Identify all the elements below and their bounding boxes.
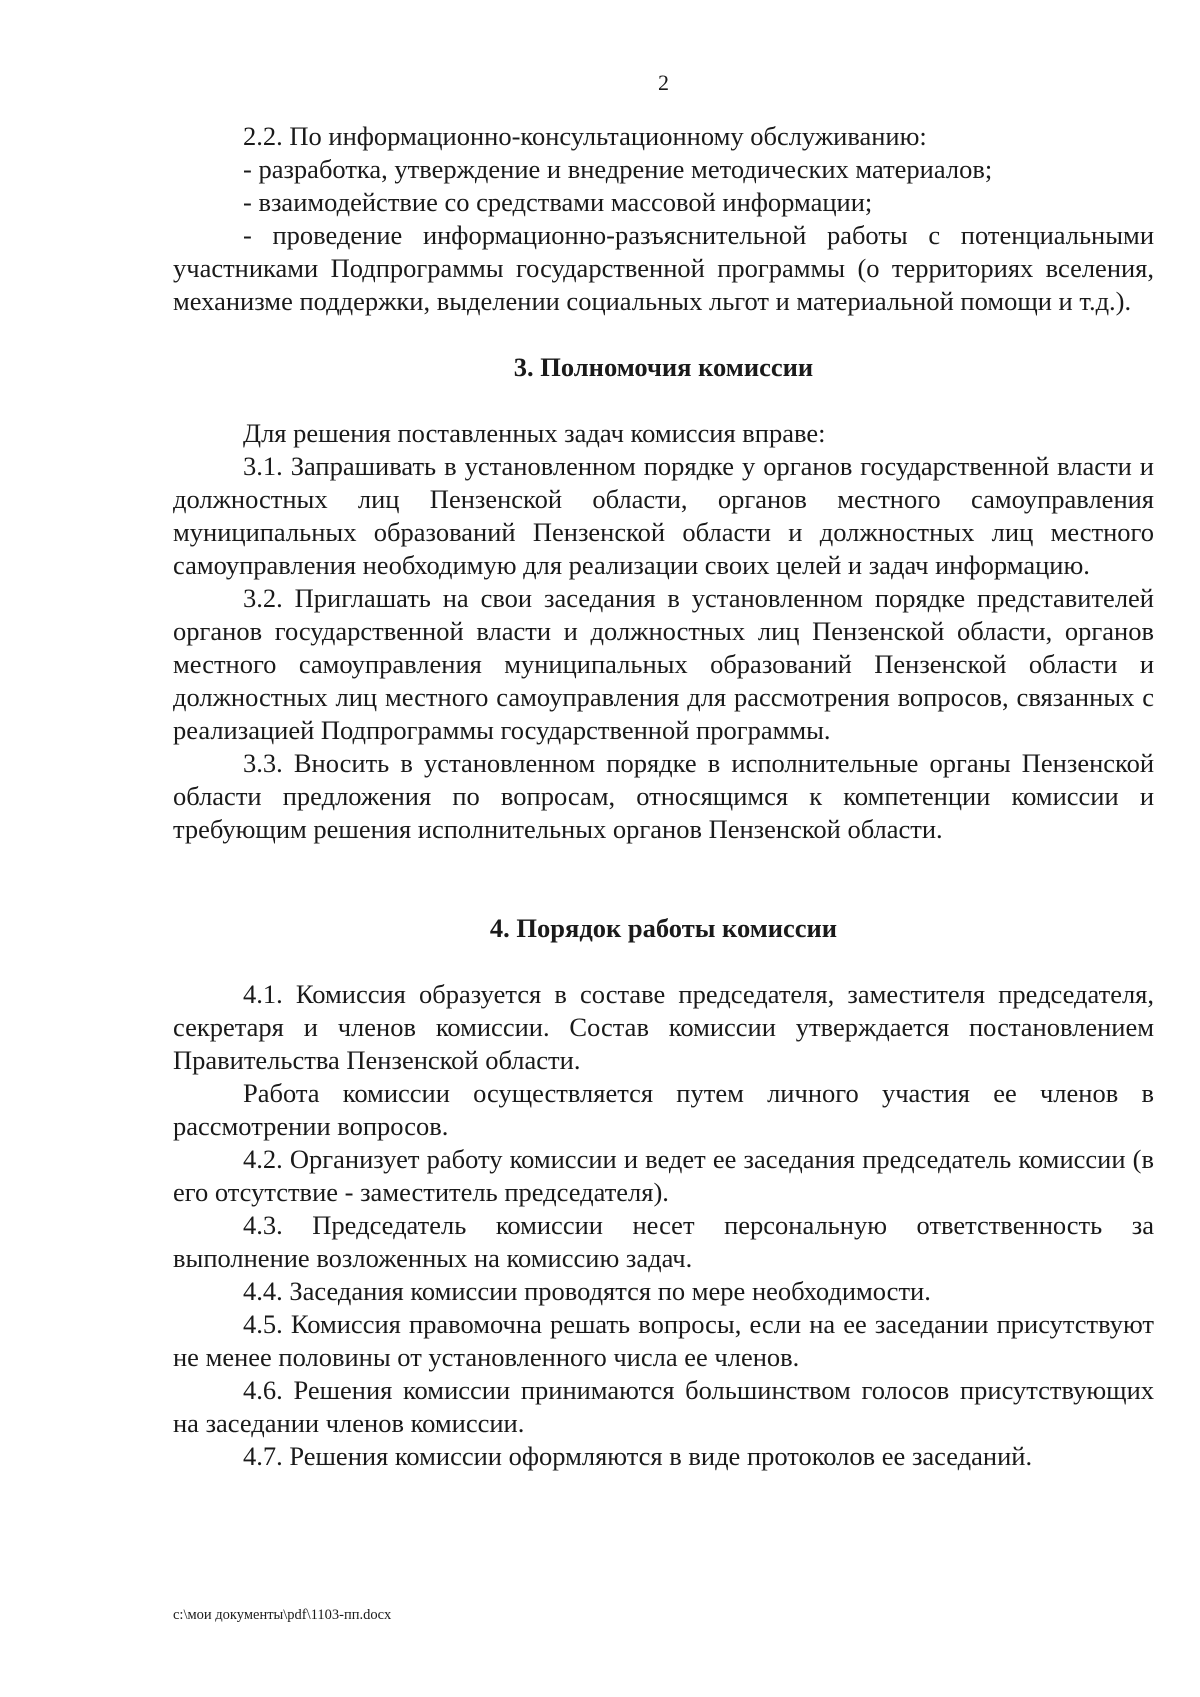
paragraph-3-3: 3.3. Вносить в установленном порядке в исполнительные органы Пензенской области предложения по вопросам, относящимся к компетенции комиссии и требующим решения исполнительных органов Пензенской области. bbox=[173, 748, 1154, 844]
section-3-heading: 3. Полномочия комиссии bbox=[513, 352, 814, 382]
spacer bbox=[173, 945, 1154, 978]
paragraph-4-2: 4.2. Организует работу комиссии и ведет ее заседания председатель комиссии (в его отсутствие - заместитель председателя). bbox=[173, 1144, 1154, 1207]
paragraph-4-7: 4.7. Решения комиссии оформляются в виде протоколов ее заседаний. bbox=[243, 1441, 1033, 1471]
paragraph-4-4: 4.4. Заседания комиссии проводятся по мере необходимости. bbox=[243, 1276, 931, 1306]
paragraph-4-1-cont: Работа комиссии осуществляется путем личного участия ее членов в рассмотрении вопросов. bbox=[173, 1078, 1154, 1141]
list-item: - взаимодействие со средствами массовой информации; bbox=[243, 187, 873, 217]
document-body bbox=[173, 120, 1154, 1473]
spacer bbox=[173, 846, 1154, 912]
spacer bbox=[173, 384, 1154, 417]
page-number: 2 bbox=[658, 70, 669, 95]
list-item: - разработка, утверждение и внедрение методических материалов; bbox=[243, 154, 993, 184]
paragraph-4-5: 4.5. Комиссия правомочна решать вопросы, если на ее заседании присутствуют не менее половины от установленного числа ее членов. bbox=[173, 1309, 1154, 1372]
paragraph-2-2: 2.2. По информационно-консультационному обслуживанию: bbox=[243, 121, 927, 151]
section-4-heading: 4. Порядок работы комиссии bbox=[489, 913, 838, 943]
paragraph-3-1: 3.1. Запрашивать в установленном порядке у органов государственной власти и должностных лиц Пензенской области, органов местного самоуправления муниципальных образований Пензенской области и должностных лиц местного самоуправления необходимую для реализации своих целей и задач информацию. bbox=[173, 451, 1154, 580]
list-item: - проведение информационно-разъяснительной работы с потенциальными участниками Подпрограммы государственной программы (о территориях вселения, механизме поддержки, выделении социальных льгот и материальной помощи и т.д.). bbox=[173, 220, 1154, 316]
paragraph-3-2: 3.2. Приглашать на свои заседания в установленном порядке представителей органов государственной власти и должностных лиц Пензенской области, органов местного самоуправления муниципальных образований Пензенской области и должностных лиц местного самоуправления для рассмотрения вопросов, связанных с реализацией Подпрограммы государственной программы. bbox=[173, 583, 1154, 745]
paragraph-4-1: 4.1. Комиссия образуется в составе председателя, заместителя председателя, секретаря и членов комиссии. Состав комиссии утверждается постановлением Правительства Пензенской области. bbox=[173, 979, 1154, 1075]
footer-file-path: с:\мои документы\pdf\1103-пп.docx bbox=[173, 1607, 392, 1623]
paragraph-4-6: 4.6. Решения комиссии принимаются большинством голосов присутствующих на заседании членов комиссии. bbox=[173, 1375, 1154, 1438]
section-3-intro: Для решения поставленных задач комиссия вправе: bbox=[243, 418, 826, 448]
spacer bbox=[173, 318, 1154, 351]
paragraph-4-3: 4.3. Председатель комиссии несет персональную ответственность за выполнение возложенных на комиссию задач. bbox=[173, 1210, 1154, 1273]
